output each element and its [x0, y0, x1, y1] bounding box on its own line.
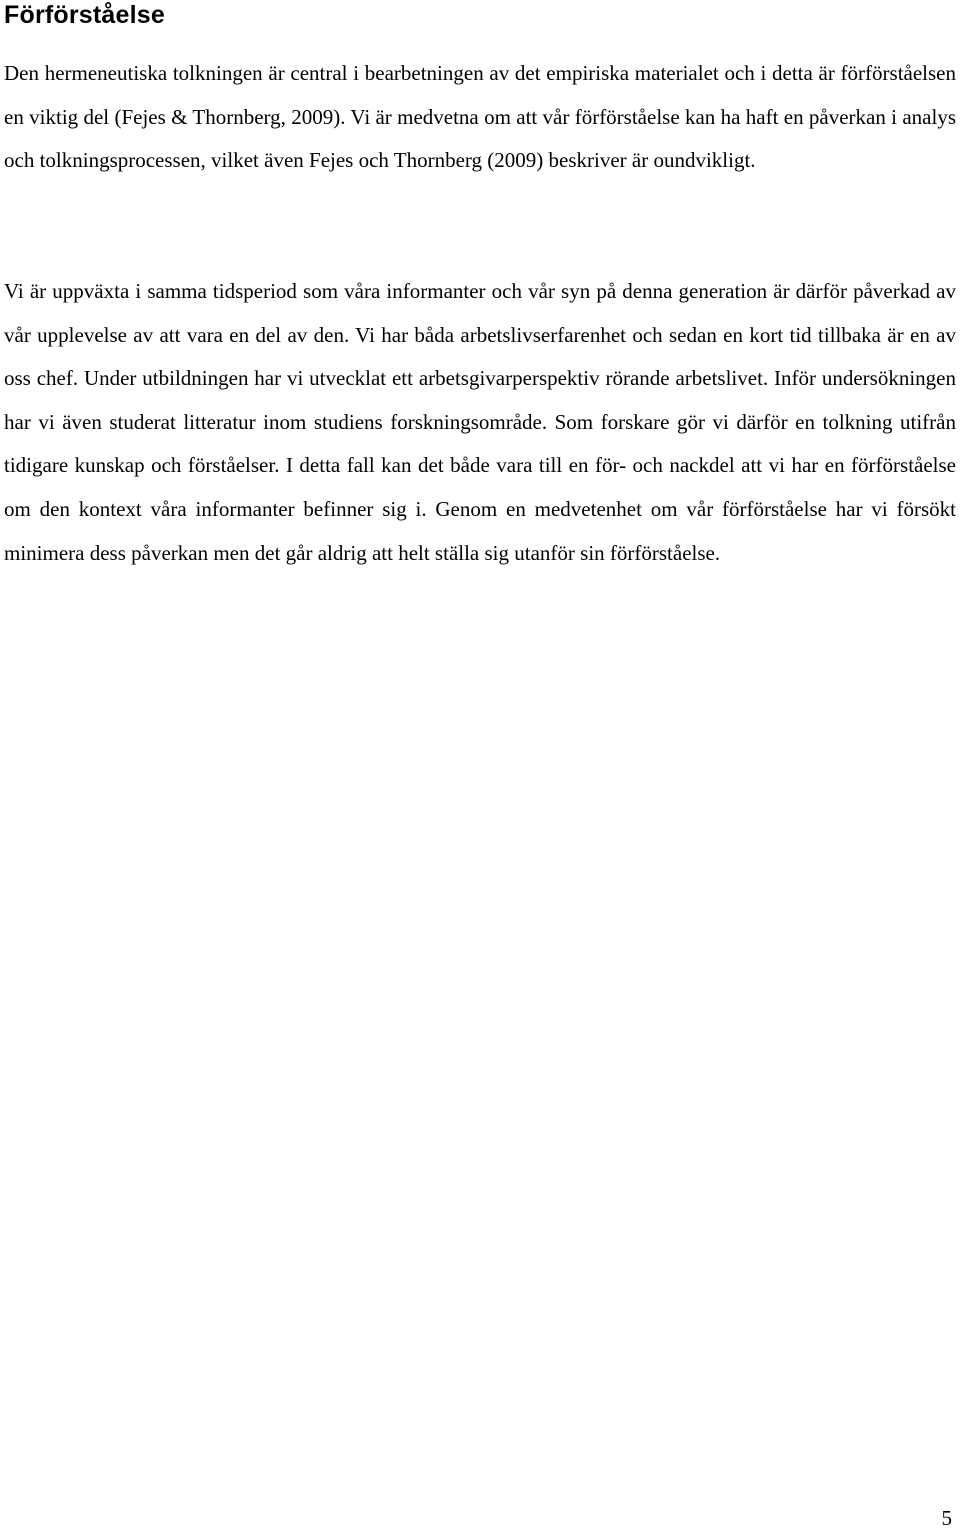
page-number: 5 [941, 1506, 952, 1530]
section-heading: Förförståelse [4, 1, 165, 29]
paragraph-hermeneutic-interpretation: Den hermeneutiska tolkningen är central i bearbetningen av det empiriska materialet och i detta är förförståelsen en viktig del (Fejes & Thornberg, 2009). Vi är medvetna om att vår förförståelse kan ha haft en påverkan i analys och tolkningsprocessen, vilket även Fejes och Thornberg (2009) beskriver är oundvikligt. [4, 61, 956, 173]
paragraph-preunderstanding-reflection: Vi är uppväxta i samma tidsperiod som våra informanter och vår syn på denna generation är därför påverkad av vår upplevelse av att vara en del av den. Vi har båda arbetslivserfarenhet och sedan en kort tid tillbaka är en av oss chef. Under utbildningen har vi utvecklat ett arbetsgivarperspektiv rörande arbetslivet. Inför undersökningen har vi även studerat litteratur inom studiens forskningsområde. Som forskare gör vi därför en tolkning utifrån tidigare kunskap och förståelser. I detta fall kan det både vara till en för- och nackdel att vi har en förförståelse om den kontext våra informanter befinner sig i. Genom en medvetenhet om vår förförståelse har vi försökt minimera dess påverkan men det går aldrig att helt ställa sig utanför sin förförståelse. [4, 279, 956, 565]
